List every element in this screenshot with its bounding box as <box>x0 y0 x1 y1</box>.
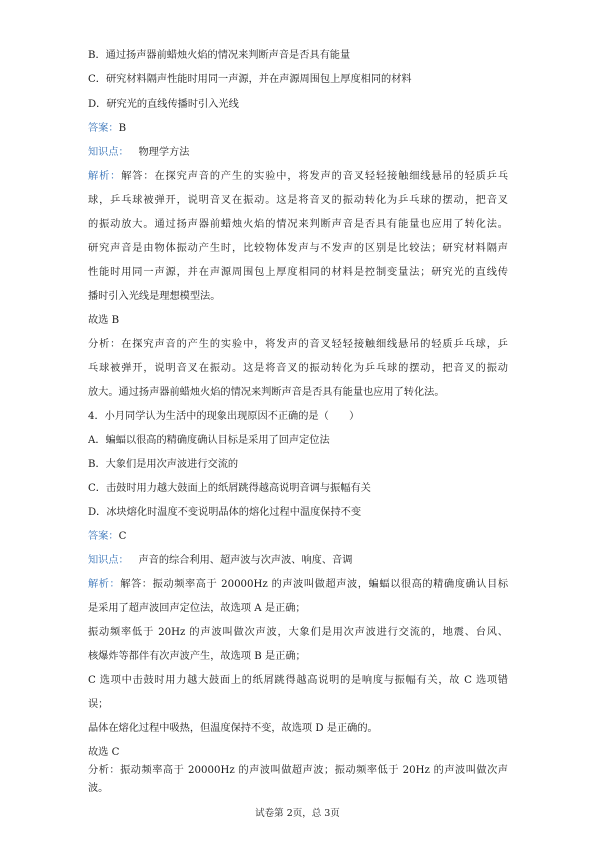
q3-analysis-line-5: 性能时用同一声源，并在声源周围包上厚度相同的材料是控制变量法；研究光的直线传 <box>88 267 508 278</box>
q4-knowledge-value: 声音的综合利用、超声波与次声波、响度、音调 <box>138 555 353 566</box>
answer-label: 答案： <box>88 531 119 542</box>
q3-conclusion: 故选 B <box>88 315 120 326</box>
q3-analysis-line-1: 解析：解答：在探究声音的产生的实验中，将发声的音叉轻轻接触细线悬吊的轻质乒乓 <box>88 171 508 182</box>
q3-analysis-line-2: 球，乒乓球被弹开，说明音叉在振动。这是将音叉的振动转化为乒乓球的摆动，把音叉 <box>88 195 508 206</box>
q4-analysis-line-1: 解析：解答：振动频率高于 20000Hz 的声波叫做超声波，蝙蝠以很高的精确度确认目标 <box>88 579 508 590</box>
analysis-label: 解析： <box>88 579 121 590</box>
q4-analysis-line-4: 核爆炸等都伴有次声波产生，故选项 B 是正确； <box>88 651 306 662</box>
q4-knowledge-row <box>88 554 508 567</box>
q4-analysis-line-7: 晶体在熔化过程中吸热，但温度保持不变，故选项 D 是正确的。 <box>88 723 378 734</box>
q3-answer-row <box>88 122 508 135</box>
q4-analysis-line-5: C 选项中击鼓时用力越大鼓面上的纸屑跳得越高说明的是响度与振幅有关，故 C 选项错 <box>88 675 508 686</box>
answer-label: 答案： <box>88 123 119 134</box>
q3-fenxi-line-3: 放大。通过扬声器前蜡烛火焰的情况来判断声音是否具有能量也应用了转化法。 <box>88 387 445 398</box>
q4-analysis-line-3: 振动频率低于 20Hz 的声波叫做次声波，大象们是用次声波进行交流的，地震、台风、 <box>88 627 508 638</box>
q4-answer-row <box>88 530 508 543</box>
q3-fenxi-line-2: 乓球被弹开，说明音叉在振动。这是将音叉的振动转化为乒乓球的摆动，把音叉的振动 <box>88 363 508 374</box>
page-footer: 试卷第 2页，总 3页 <box>255 808 340 819</box>
q3-answer-value: B <box>118 123 127 134</box>
q3-analysis-line-6: 播时引入光线是理想模型法。 <box>88 291 221 302</box>
q4-stem: 4．小月同学认为生活中的现象出现原因不正确的是（ ） <box>88 411 360 422</box>
q3-knowledge-value: 物理学方法 <box>138 147 190 158</box>
q3-analysis-line-4: 研究声音是由物体振动产生时，比较物体发声与不发声的区别是比较法；研究材料隔声 <box>88 243 508 254</box>
q3-option-c: C．研究材料隔声性能时用同一声源，并在声源周围包上厚度相同的材料 <box>88 74 412 85</box>
q4-fenxi-line-1: 分析：振动频率高于 20000Hz 的声波叫做超声波；振动频率低于 20Hz 的声波叫做次声 <box>88 765 508 776</box>
q4-answer-value: C <box>118 531 127 542</box>
q4-fenxi-line-2: 波。 <box>88 783 109 794</box>
q4-option-d: D．冰块熔化时温度不变说明晶体的熔化过程中温度保持不变 <box>88 507 362 518</box>
q4-analysis-line-6: 误； <box>88 699 109 710</box>
q3-analysis-line-3: 的振动放大。通过扬声器前蜡烛火焰的情况来判断声音是否具有能量也应用了转化法。 <box>88 219 508 230</box>
q4-analysis-line-2: 是采用了超声波回声定位法，故选项 A 是正确； <box>88 603 306 614</box>
knowledge-label: 知识点： <box>88 555 129 566</box>
q3-option-d: D．研究光的直线传播时引入光线 <box>88 99 239 110</box>
q4-option-b: B．大象们是用次声波进行交流的 <box>88 459 239 470</box>
q3-option-b: B．通过扬声器前蜡烛火焰的情况来判断声音是否具有能量 <box>88 50 351 61</box>
q4-conclusion: 故选 C <box>88 747 120 758</box>
q4-option-a: A．蝙蝠以很高的精确度确认目标是采用了回声定位法 <box>88 435 330 446</box>
q4-option-c: C．击鼓时用力越大鼓面上的纸屑跳得越高说明音调与振幅有关 <box>88 483 371 494</box>
knowledge-label: 知识点： <box>88 147 129 158</box>
q3-knowledge-row <box>88 146 508 159</box>
q3-fenxi-line-1: 分析：在探究声音的产生的实验中，将发声的音叉轻轻接触细线悬吊的轻质乒乓球，乒 <box>88 339 508 350</box>
analysis-label: 解析： <box>88 171 122 182</box>
